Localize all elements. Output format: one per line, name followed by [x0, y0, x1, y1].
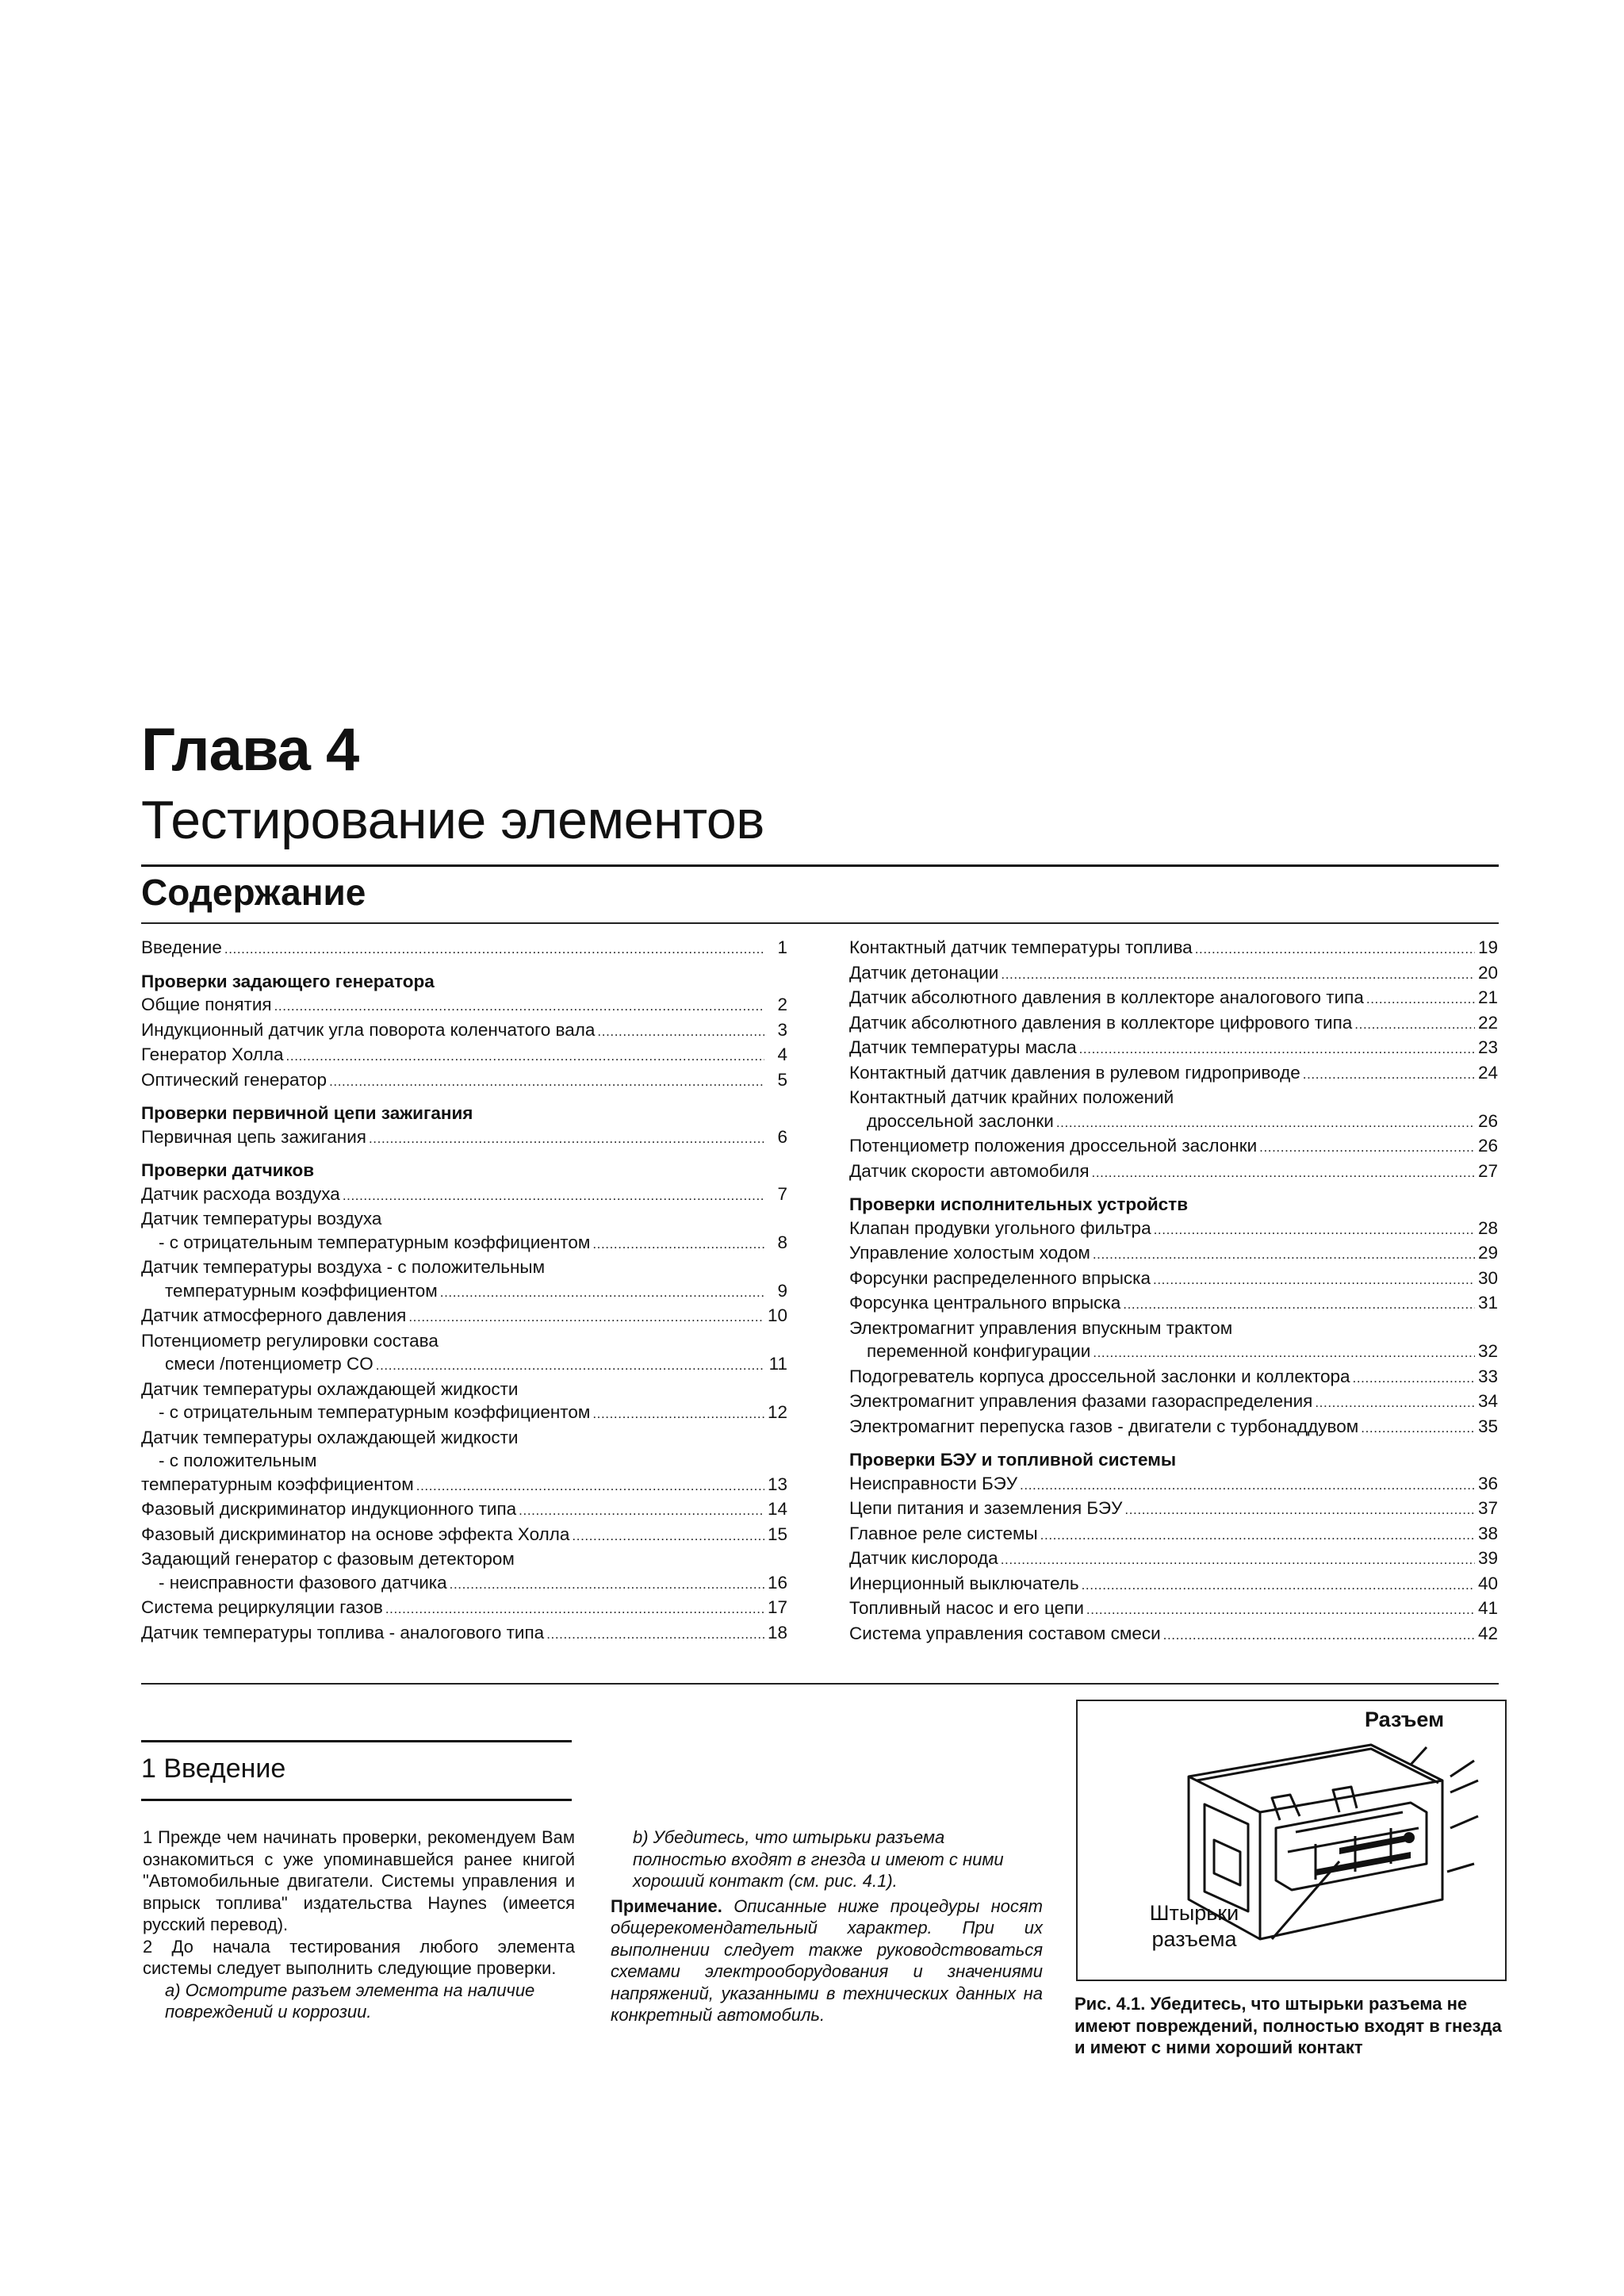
- toc-leader-dots: [1153, 1267, 1475, 1292]
- toc-leader-dots: [416, 1473, 764, 1498]
- toc-entry[interactable]: [849, 1596, 1498, 1622]
- toc-page-number: 20: [1477, 962, 1498, 983]
- intro-heading-rule-bottom: [141, 1799, 572, 1801]
- toc-leader-dots: [546, 1621, 764, 1646]
- toc-leader-dots: [224, 936, 764, 961]
- chapter-title: Тестирование элементов: [141, 790, 764, 850]
- toc-page-number: 19: [1477, 937, 1498, 957]
- note-label: Примечание.: [611, 1895, 722, 1916]
- toc-entry[interactable]: [849, 1110, 1498, 1135]
- toc-entry-title: Контактный датчик температуры топлива: [849, 937, 1193, 957]
- toc-entry[interactable]: [141, 1304, 787, 1329]
- toc-entry-title: Топливный насос и его цепи: [849, 1598, 1084, 1618]
- toc-leader-dots: [1079, 1036, 1475, 1061]
- toc-page-number: 33: [1477, 1366, 1498, 1386]
- toc-leader-dots: [1361, 1415, 1475, 1440]
- intro-item-a: a) Осмотрите разъем элемента на наличие повреждений и коррозии.: [165, 1980, 535, 2022]
- toc-entry[interactable]: [141, 1497, 787, 1523]
- toc-page-number: 24: [1477, 1062, 1498, 1083]
- toc-entry[interactable]: [141, 936, 787, 961]
- toc-page-number: 6: [777, 1126, 787, 1147]
- toc-text-line: Датчик температуры воздуха: [141, 1209, 382, 1228]
- toc-leader-dots: [1056, 1110, 1475, 1135]
- toc-leader-dots: [286, 1043, 764, 1068]
- toc-entry[interactable]: [141, 1279, 787, 1305]
- toc-leader-dots: [1086, 1596, 1475, 1622]
- toc-entry[interactable]: [141, 1352, 787, 1378]
- toc-page-number: 11: [768, 1354, 787, 1374]
- connector-illustration: [1078, 1701, 1504, 1979]
- toc-entry-title: Первичная цепь зажигания: [141, 1126, 366, 1147]
- toc-leader-dots: [450, 1571, 764, 1596]
- pins-label-line-1: Штырьки: [1149, 1901, 1239, 1925]
- toc-entry-title: Клапан продувки угольного фильтра: [849, 1217, 1151, 1238]
- toc-entry[interactable]: [849, 1267, 1498, 1292]
- toc-entry[interactable]: [141, 1571, 787, 1596]
- toc-leader-dots: [343, 1182, 764, 1208]
- toc-entry-title: Датчик расхода воздуха: [141, 1183, 340, 1204]
- toc-page-number: 15: [767, 1524, 787, 1544]
- toc-entry-title: смеси /потенциометр CO: [165, 1354, 373, 1374]
- toc-leader-dots: [385, 1596, 764, 1621]
- toc-page-number: 34: [1477, 1391, 1498, 1411]
- toc-entry[interactable]: [849, 1497, 1498, 1522]
- toc-entry-title: Генератор Холла: [141, 1045, 284, 1064]
- toc-leader-dots: [592, 1401, 764, 1426]
- toc-page-number: 37: [1477, 1498, 1498, 1518]
- toc-page-number: 18: [767, 1622, 787, 1642]
- figure-caption: Рис. 4.1. Убедитесь, что штырьки разъема не имеют повреждений, полностью входят в гнезда и имеют с ними хороший контакт: [1074, 1994, 1502, 2057]
- toc-leader-dots: [1163, 1622, 1475, 1647]
- toc-entry-title: переменной конфигурации: [867, 1341, 1091, 1361]
- toc-leader-dots: [1093, 1340, 1475, 1365]
- toc-entry[interactable]: [849, 1572, 1498, 1597]
- toc-leader-dots: [440, 1279, 764, 1305]
- toc-entry[interactable]: [849, 1241, 1498, 1267]
- toc-leader-dots: [519, 1497, 764, 1523]
- toc-page-number: 13: [767, 1474, 787, 1494]
- toc-leader-dots: [369, 1125, 764, 1151]
- toc-page-number: 14: [767, 1499, 787, 1519]
- toc-entry-title: Датчик температуры масла: [849, 1037, 1077, 1057]
- toc-entry-title: - неисправности фазового датчика: [159, 1572, 447, 1593]
- toc-text-line: Датчик температуры охлаждающей жидкости: [141, 1427, 519, 1447]
- toc-page-number: 3: [777, 1019, 787, 1040]
- toc-right-column: [849, 936, 1498, 1646]
- figure-box: [1076, 1700, 1507, 1981]
- toc-entry[interactable]: [141, 1473, 787, 1498]
- toc-entry[interactable]: [849, 1547, 1498, 1572]
- toc-section-heading: Проверки датчиков: [141, 1160, 315, 1180]
- toc-entry[interactable]: [141, 1231, 787, 1256]
- toc-text-line: Задающий генератор с фазовым детектором: [141, 1549, 515, 1569]
- toc-entry-title: Датчик скорости автомобиля: [849, 1160, 1090, 1181]
- toc-page-number: 26: [1477, 1136, 1498, 1156]
- intro-heading: [141, 1755, 285, 1782]
- intro-heading-rule-top: [141, 1740, 572, 1742]
- intro-item-b: b) Убедитесь, что штырьки разъема полностью входят в гнезда и имеют с ними хороший контакт (см. рис. 4.1).: [633, 1827, 1004, 1891]
- toc-entry-title: Инерционный выключатель: [849, 1573, 1079, 1593]
- toc-text-line: Датчик температуры охлаждающей жидкости: [141, 1378, 519, 1399]
- toc-entry-title: Общие понятия: [141, 995, 272, 1014]
- toc-page-number: 16: [767, 1572, 787, 1593]
- toc-leader-dots: [1303, 1061, 1475, 1087]
- pins-label-line-2: разъема: [1151, 1927, 1237, 1951]
- toc-leader-dots: [1092, 1159, 1476, 1185]
- toc-entry[interactable]: [849, 961, 1498, 987]
- toc-entry[interactable]: [849, 1217, 1498, 1242]
- toc-text-line: - с положительным: [159, 1451, 317, 1470]
- toc-leader-dots: [1124, 1497, 1475, 1522]
- toc-page-number: 41: [1477, 1598, 1498, 1618]
- toc-entry-title: Управление холостым ходом: [849, 1243, 1090, 1263]
- toc-entry[interactable]: [141, 1596, 787, 1621]
- toc-entry-title: Подогреватель корпуса дроссельной заслонки и коллектора: [849, 1366, 1350, 1386]
- toc-page-number: 26: [1477, 1110, 1498, 1131]
- toc-page-number: 17: [767, 1597, 787, 1617]
- toc-entry[interactable]: [141, 1068, 787, 1094]
- intro-note: [611, 1895, 1043, 2026]
- note-text: Описанные ниже процедуры носят общерекомендательный характер. При их выполнении следует также руководствоваться схемами электрооборудования и значениями напряжений, указанными в технических данных на конкретный автомобиль.: [611, 1895, 1043, 2025]
- toc-entry[interactable]: [141, 1182, 787, 1208]
- toc-entry[interactable]: [849, 1522, 1498, 1547]
- toc-left-column: [141, 936, 787, 1646]
- toc-entry[interactable]: [141, 1621, 787, 1646]
- toc-section-heading: Проверки задающего генератора: [141, 971, 435, 991]
- toc-entry-title: Главное реле системы: [849, 1523, 1038, 1543]
- toc-entry[interactable]: [141, 1523, 787, 1548]
- toc-entry[interactable]: [849, 936, 1498, 961]
- toc-entry[interactable]: [849, 1011, 1498, 1037]
- toc-leader-dots: [1040, 1522, 1475, 1547]
- toc-section-heading: Проверки БЭУ и топливной системы: [849, 1450, 1177, 1470]
- toc-text-line: Электромагнит управления впускным трактом: [849, 1317, 1233, 1338]
- toc-leader-dots: [1195, 936, 1475, 961]
- toc-page-number: 4: [777, 1045, 787, 1064]
- toc-entry-title: Электромагнит перепуска газов - двигатели с турбонаддувом: [849, 1416, 1359, 1436]
- toc-entry-title: Электромагнит управления фазами газораспределения: [849, 1391, 1313, 1411]
- toc-page-number: 21: [1477, 987, 1498, 1007]
- toc-page-number: 23: [1477, 1037, 1498, 1057]
- toc-entry[interactable]: [849, 1340, 1498, 1365]
- toc-text-line: Потенциометр регулировки состава: [141, 1330, 439, 1351]
- toc-page-number: 39: [1477, 1548, 1498, 1568]
- toc-page-number: 28: [1477, 1217, 1498, 1238]
- toc-entry-title: Датчик атмосферного давления: [141, 1305, 407, 1325]
- toc-entry[interactable]: [849, 1159, 1498, 1185]
- toc-entry[interactable]: [849, 1134, 1498, 1159]
- toc-entry-title: температурным коэффициентом: [141, 1474, 414, 1494]
- toc-entry-title: Потенциометр положения дроссельной заслонки: [849, 1136, 1258, 1156]
- toc-leader-dots: [1315, 1389, 1475, 1415]
- toc-page-number: 38: [1477, 1523, 1498, 1543]
- toc-page-number: 12: [767, 1402, 787, 1422]
- toc-leader-dots: [1353, 1365, 1475, 1390]
- toc-leader-dots: [408, 1304, 764, 1329]
- section-rule: [141, 1683, 1499, 1685]
- toc-section-heading: Проверки исполнительных устройств: [849, 1194, 1189, 1214]
- toc-page-number: 31: [1477, 1293, 1498, 1313]
- intro-paragraph-1: 1 Прежде чем начинать проверки, рекомендуем Вам ознакомиться с уже упоминавшейся ранее книгой "Автомобильные двигатели. Системы управления и впрыск топлива" издательства Haynes (имеется русский перевод).: [143, 1827, 575, 1934]
- toc-text-line: Датчик температуры воздуха - с положительным: [141, 1257, 546, 1277]
- title-rule: [141, 864, 1499, 867]
- toc-entry-title: - с отрицательным температурным коэффициентом: [159, 1232, 591, 1252]
- toc-entry-title: Система управления составом смеси: [849, 1623, 1161, 1643]
- toc-page-number: 29: [1477, 1243, 1498, 1263]
- toc-page-number: 22: [1477, 1012, 1498, 1033]
- intro-paragraph-2: 2 До начала тестирования любого элемента системы следует выполнить следующие проверки.: [143, 1936, 575, 1978]
- toc-leader-dots: [1093, 1241, 1475, 1267]
- contents-rule: [141, 922, 1499, 924]
- toc-entry[interactable]: [849, 1622, 1498, 1647]
- toc-entry-title: Датчик кислорода: [849, 1548, 998, 1568]
- toc-entry[interactable]: [849, 1472, 1498, 1497]
- connector-label: Разъем: [1365, 1708, 1445, 1731]
- toc-entry-title: Контактный датчик давления в рулевом гидроприводе: [849, 1062, 1300, 1083]
- intro-title: Введение: [163, 1754, 286, 1784]
- toc-entry-title: Датчик температуры топлива - аналогового типа: [141, 1622, 545, 1642]
- toc-leader-dots: [1001, 961, 1475, 987]
- toc-page-number: 1: [777, 937, 787, 957]
- toc-page-number: 10: [767, 1305, 787, 1325]
- toc-page-number: 36: [1477, 1473, 1498, 1493]
- intro-column-2: [611, 1826, 1043, 2026]
- toc-entry[interactable]: [849, 1036, 1498, 1061]
- toc-entry-title: Датчик детонации: [849, 962, 999, 983]
- toc-page-number: 42: [1477, 1623, 1498, 1643]
- toc-entry-title: Индукционный датчик угла поворота коленчатого вала: [141, 1019, 596, 1040]
- toc-entry[interactable]: [141, 1125, 787, 1151]
- toc-entry-title: Датчик абсолютного давления в коллекторе цифрового типа: [849, 1012, 1353, 1033]
- contents-heading: Содержание: [141, 872, 366, 913]
- toc-entry-title: Фазовый дискриминатор на основе эффекта Холла: [141, 1524, 570, 1544]
- toc-leader-dots: [1154, 1217, 1475, 1242]
- toc-page-number: 8: [777, 1232, 787, 1252]
- toc-entry-title: Система рециркуляции газов: [141, 1597, 383, 1617]
- toc-page-number: 5: [777, 1069, 787, 1090]
- toc-entry[interactable]: [849, 1061, 1498, 1087]
- toc-section-heading: Проверки первичной цепи зажигания: [141, 1103, 473, 1123]
- toc-entry-title: Неисправности БЭУ: [849, 1473, 1018, 1493]
- toc-entry[interactable]: [141, 1043, 787, 1068]
- toc-leader-dots: [1123, 1291, 1475, 1317]
- toc-leader-dots: [572, 1523, 764, 1548]
- toc-leader-dots: [274, 993, 764, 1018]
- toc-leader-dots: [1082, 1572, 1475, 1597]
- toc-page-number: 35: [1477, 1416, 1498, 1436]
- toc-leader-dots: [1001, 1547, 1475, 1572]
- toc-entry-title: Фазовый дискриминатор индукционного типа: [141, 1499, 517, 1519]
- toc-entry[interactable]: [141, 1018, 787, 1044]
- intro-number: 1: [141, 1754, 156, 1784]
- toc-entry-title: температурным коэффициентом: [165, 1280, 438, 1301]
- toc-leader-dots: [1259, 1134, 1475, 1159]
- toc-entry[interactable]: [849, 1365, 1498, 1390]
- toc-page-number: 7: [777, 1183, 787, 1204]
- toc-entry[interactable]: [849, 986, 1498, 1011]
- toc-entry-title: дроссельной заслонки: [867, 1110, 1054, 1131]
- toc-leader-dots: [597, 1018, 764, 1044]
- toc-leader-dots: [376, 1352, 764, 1378]
- toc-page-number: 30: [1477, 1267, 1498, 1288]
- toc-entry-title: - с отрицательным температурным коэффициентом: [159, 1402, 591, 1422]
- toc-entry[interactable]: [849, 1415, 1498, 1440]
- toc-entry-title: Форсунки распределенного впрыска: [849, 1267, 1151, 1288]
- toc-entry[interactable]: [141, 993, 787, 1018]
- toc-entry[interactable]: [849, 1291, 1498, 1317]
- toc-entry-title: Форсунка центрального впрыска: [849, 1293, 1121, 1313]
- toc-entry-title: Оптический генератор: [141, 1069, 327, 1090]
- chapter-label: Глава 4: [141, 716, 359, 784]
- toc-entry-title: Введение: [141, 937, 222, 957]
- toc-leader-dots: [1354, 1011, 1475, 1037]
- toc-leader-dots: [1020, 1472, 1475, 1497]
- intro-column-1: [143, 1826, 575, 2023]
- toc-entry[interactable]: [141, 1401, 787, 1426]
- toc-page-number: 2: [777, 995, 787, 1014]
- toc-leader-dots: [1366, 986, 1475, 1011]
- toc-entry-title: Датчик абсолютного давления в коллекторе аналогового типа: [849, 987, 1364, 1007]
- toc-entry[interactable]: [849, 1389, 1498, 1415]
- toc-page-number: 40: [1477, 1573, 1498, 1593]
- toc-page-number: 32: [1477, 1341, 1498, 1361]
- toc-page-number: 27: [1477, 1160, 1498, 1181]
- toc-entry-title: Цепи питания и заземления БЭУ: [849, 1498, 1123, 1518]
- toc-leader-dots: [592, 1231, 764, 1256]
- toc-leader-dots: [329, 1068, 764, 1094]
- toc-text-line: Контактный датчик крайних положений: [849, 1087, 1174, 1107]
- toc-page-number: 9: [777, 1280, 787, 1301]
